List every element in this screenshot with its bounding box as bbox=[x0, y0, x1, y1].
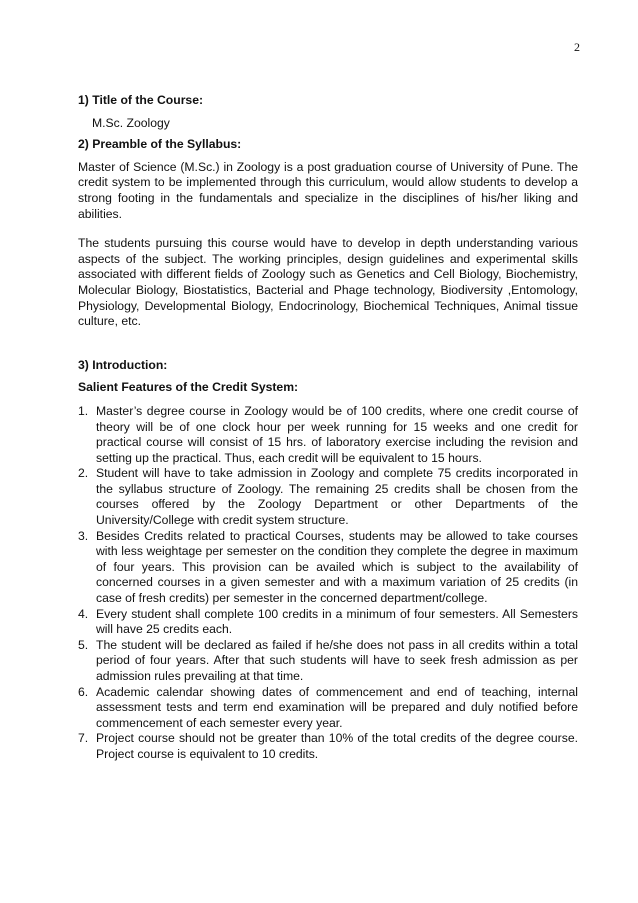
list-item-number: 4. bbox=[78, 606, 89, 621]
list-item bbox=[78, 731, 578, 762]
list-item-text: Project course should not be greater than 10% of the total credits of the degree course. Project course is equivalent to 10 credits. bbox=[96, 731, 578, 761]
list-item-text: Master’s degree course in Zoology would be of 100 credits, where one credit course of theory will be of one clock hour per week running for 15 weeks and one credit for practical course will consist of 15 hrs. of laboratory exercise including the revision and setting up the practical. Thus, each credit will be equivalent to 15 hours. bbox=[96, 403, 578, 465]
list-item-text: Besides Credits related to practical Courses, students may be allowed to take courses with less weightage per semester on the condition they complete the degree in maximum of four years. This provision can be availed which is subject to the availability of concerned courses in a given semester and with a maximum variation of 25 credits (in case of fresh credits) per semester in the concerned department/college. bbox=[96, 528, 578, 606]
list-item bbox=[78, 685, 578, 732]
page-number: 2 bbox=[574, 40, 580, 54]
list-item bbox=[78, 466, 578, 528]
list-item-number: 5. bbox=[78, 637, 89, 652]
list-item-text: Every student shall complete 100 credits in a minimum of four semesters. All Semesters will have 25 credits each. bbox=[96, 606, 578, 637]
list-item-number: 3. bbox=[78, 528, 89, 543]
introduction-heading: 3) Introduction: bbox=[78, 357, 168, 372]
salient-features-heading: Salient Features of the Credit System: bbox=[78, 380, 299, 395]
list-item-text: Academic calendar showing dates of commencement and end of teaching, internal assessment tests and term end examination will be prepared and duly notified before commencement of each semester every year. bbox=[96, 684, 578, 730]
list-item bbox=[78, 404, 578, 466]
list-item-number: 2. bbox=[78, 466, 89, 481]
list-item-number: 1. bbox=[78, 403, 89, 418]
list-item bbox=[78, 638, 578, 685]
title-of-course-heading: 1) Title of the Course: bbox=[78, 93, 204, 107]
course-title: M.Sc. Zoology bbox=[92, 115, 170, 130]
preamble-paragraph: Master of Science (M.Sc.) in Zoology is a post graduation course of University of Pune. The credit system to be implemented through this curriculum, would allow students to develop a strong footing in the fundamentals and specialize in the disciplines of his/her liking and abilities. bbox=[78, 159, 578, 221]
list-item bbox=[78, 607, 578, 638]
preamble-heading: 2) Preamble of the Syllabus: bbox=[78, 137, 242, 152]
list-item-text: Student will have to take admission in Zoology and complete 75 credits incorporated in the syllabus structure of Zoology. The remaining 25 credits shall be chosen from the courses offered by the Zoology Department or other Departments of the University/College with credit system structure. bbox=[96, 466, 578, 528]
list-item-number: 6. bbox=[78, 684, 89, 699]
list-item-number: 7. bbox=[78, 731, 89, 746]
list-item bbox=[78, 529, 578, 607]
features-list bbox=[78, 404, 578, 763]
document-body bbox=[78, 93, 578, 763]
list-item-text: The student will be declared as failed if he/she does not pass in all credits within a total period of four years. After that such students will have to seek fresh admission as per admission rules prevailing at that time. bbox=[96, 637, 578, 683]
preamble-paragraph: The students pursuing this course would have to develop in depth understanding various aspects of the subject. The working principles, design guidelines and experimental skills associated with different fields of Zoology such as Genetics and Cell Biology, Biochemistry, Molecular Biology, Biostatistics, Bacterial and Phage technology, Biodiversity ,Entomology, Physiology, Developmental Biology, Endocrinology, Biochemical Techniques, Animal tissue culture, etc. bbox=[78, 236, 578, 329]
